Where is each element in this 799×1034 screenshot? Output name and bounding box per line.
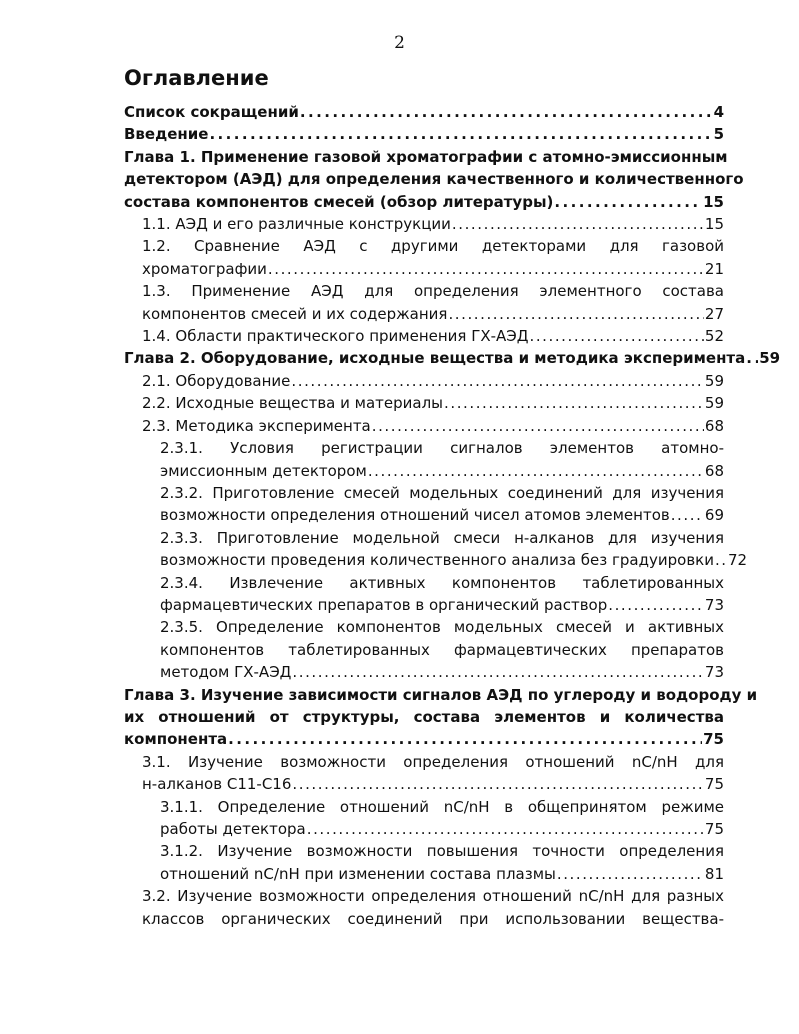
toc-entry-text: работы детектора <box>160 820 306 838</box>
dot-leader <box>209 123 712 145</box>
toc-entry[interactable] <box>124 885 724 930</box>
toc-entry-text: возможности определения отношений чисел атомов элементов <box>160 506 670 525</box>
dot-leader <box>746 347 758 369</box>
toc-page-number: 69 <box>704 506 724 525</box>
toc-entry[interactable] <box>124 280 724 325</box>
toc-entry[interactable] <box>124 146 744 213</box>
toc-page-number: 59 <box>759 349 781 368</box>
toc-entry-last-line <box>142 303 724 325</box>
toc-entry-text: 2.2. Исходные вещества и материалы <box>142 394 444 413</box>
toc-entry-last-line <box>142 325 724 347</box>
toc-page-number: 59 <box>704 394 724 413</box>
toc-entry-last-line <box>124 728 724 750</box>
toc-entry-last-line <box>160 863 724 885</box>
toc-entry-text: 2.1. Оборудование <box>142 371 291 390</box>
toc-entry[interactable] <box>124 101 724 123</box>
toc-page-number: 4 <box>713 103 724 121</box>
toc-page-number: 27 <box>704 304 724 323</box>
toc-page-number: 15 <box>704 215 724 234</box>
toc-entry-line: 2.3.2. Приготовление смесей модельных соединений для изучения <box>160 483 724 502</box>
toc-entry-last-line <box>124 347 781 369</box>
dot-leader <box>530 325 704 347</box>
toc-entry-text: компонентов смесей и их содержания <box>142 304 448 323</box>
toc-entry[interactable] <box>124 437 724 482</box>
toc-page-number: 5 <box>713 125 724 144</box>
toc-page-number: 52 <box>704 327 724 346</box>
toc-entry[interactable] <box>124 213 724 235</box>
toc-entry[interactable] <box>124 370 724 392</box>
toc-entry-last-line <box>160 460 724 482</box>
toc-page-number: 21 <box>704 259 724 278</box>
toc-entry-text: хроматографии <box>142 259 267 278</box>
toc-entry-line: классов органических соединений при использовании вещества- <box>142 909 724 928</box>
toc-entry-text: возможности проведения количественного анализа без градуировки <box>160 551 714 570</box>
toc-entry[interactable] <box>124 235 724 280</box>
dot-leader <box>291 370 704 392</box>
dot-leader <box>292 773 704 795</box>
toc-entry-last-line <box>124 191 724 213</box>
toc-entry-last-line <box>124 123 724 145</box>
toc-page-number: 68 <box>704 416 724 435</box>
toc-entry-line: 2.3.3. Приготовление модельной смеси н-алканов для изучения <box>160 528 724 547</box>
dot-leader <box>368 460 704 482</box>
toc-entry-last-line <box>160 594 724 616</box>
toc-entry-last-line <box>160 818 724 840</box>
toc-page-number: 73 <box>704 595 724 614</box>
toc-entry-last-line <box>142 370 724 392</box>
toc-entry-text: Глава 2. Оборудование, исходные вещества и методика эксперимента <box>124 349 746 368</box>
toc-page-number: 75 <box>703 730 724 749</box>
toc-entry-text: методом ГХ-АЭД <box>160 663 292 682</box>
dot-leader <box>228 728 702 750</box>
toc-entry[interactable] <box>124 751 724 796</box>
toc-entry[interactable] <box>124 572 724 617</box>
dot-leader <box>452 213 704 235</box>
dot-leader <box>444 392 704 414</box>
toc-entry-text: 1.4. Области практического применения ГХ-АЭД <box>142 327 529 346</box>
toc-entry-last-line <box>160 661 724 683</box>
toc-entry-line: компонентов таблетированных фармацевтических препаратов <box>160 640 724 659</box>
toc-entry-text: состава компонентов смесей (обзор литературы) <box>124 192 554 211</box>
toc-entry[interactable] <box>124 684 758 751</box>
toc-entry-text: эмиссионным детектором <box>160 461 367 480</box>
toc-entry-last-line <box>142 213 724 235</box>
dot-leader <box>557 863 704 885</box>
toc-entry[interactable] <box>124 482 724 527</box>
toc-page-number: 75 <box>704 820 724 838</box>
toc-page-number: 68 <box>704 461 724 480</box>
toc-entry-last-line <box>160 504 724 526</box>
toc-entry-line: 3.1.1. Определение отношений nC/nH в общепринятом режиме <box>160 797 724 816</box>
toc-entry-text: фармацевтических препаратов в органический раствор <box>160 595 608 614</box>
toc-page-number: 75 <box>704 775 724 794</box>
toc-entry-last-line <box>142 392 724 414</box>
toc-entry-last-line <box>142 773 724 795</box>
toc-entry-text: н-алканов C11-C16 <box>142 775 292 794</box>
toc-entry-text: 2.3. Методика эксперимента <box>142 416 371 435</box>
dot-leader <box>448 303 703 325</box>
toc-entry-line: 3.2. Изучение возможности определения отношений nC/nH для разных <box>142 887 724 906</box>
toc-entry-line: 1.2. Сравнение АЭД с другими детекторами для газовой <box>142 237 724 256</box>
dot-leader <box>608 594 704 616</box>
toc-entry-text: Список сокращений <box>124 103 299 121</box>
toc-entry-line: 3.1. Изучение возможности определения отношений nC/nH для <box>142 752 724 771</box>
dot-leader <box>307 818 704 840</box>
toc-entry-text: 1.1. АЭД и его различные конструкции <box>142 215 451 234</box>
dot-leader <box>554 191 702 213</box>
toc-entry-text: отношений nC/nH при изменении состава плазмы <box>160 864 556 883</box>
dot-leader <box>671 504 704 526</box>
toc-entry-line: их отношений от структуры, состава элементов и количества <box>124 707 724 726</box>
toc-entry-last-line <box>160 549 748 571</box>
table-of-contents <box>124 101 781 930</box>
toc-page-number: 73 <box>704 663 724 682</box>
toc-entry-line: Глава 3. Изучение зависимости сигналов АЭД по углероду и водороду и <box>124 685 758 704</box>
dot-leader <box>372 415 704 437</box>
toc-entry[interactable] <box>124 796 724 841</box>
toc-page-number: 72 <box>727 551 748 570</box>
toc-entry[interactable] <box>124 415 724 437</box>
toc-entry[interactable] <box>124 347 781 369</box>
dot-leader <box>715 549 727 571</box>
toc-entry-last-line <box>124 101 724 123</box>
toc-entry[interactable] <box>124 123 724 145</box>
toc-entry-line: Глава 1. Применение газовой хроматографии с атомно-эмиссионным <box>124 147 728 166</box>
toc-entry[interactable] <box>124 392 724 414</box>
toc-entry-last-line <box>142 415 724 437</box>
toc-title: Оглавление <box>124 66 269 90</box>
toc-page-number: 81 <box>704 864 724 883</box>
dot-leader <box>300 101 713 123</box>
toc-entry-line: 2.3.4. Извлечение активных компонентов таблетированных <box>160 573 724 592</box>
page-number: 2 <box>394 33 405 53</box>
toc-entry-line: 1.3. Применение АЭД для определения элементного состава <box>142 282 724 301</box>
toc-entry-line: 2.3.1. Условия регистрации сигналов элементов атомно- <box>160 439 724 458</box>
toc-entry[interactable] <box>124 527 748 572</box>
toc-entry-last-line <box>142 258 724 280</box>
toc-entry-text: компонента <box>124 730 228 749</box>
toc-entry[interactable] <box>124 616 724 683</box>
toc-entry-line: детектором (АЭД) для определения качественного и количественного <box>124 170 744 189</box>
dot-leader <box>268 258 704 280</box>
toc-entry-text: Введение <box>124 125 209 144</box>
toc-entry[interactable] <box>124 325 724 347</box>
dot-leader <box>292 661 704 683</box>
toc-page-number: 59 <box>704 371 724 390</box>
toc-page-number: 15 <box>703 192 724 211</box>
toc-entry-line: 3.1.2. Изучение возможности повышения точности определения <box>160 842 724 861</box>
toc-entry[interactable] <box>124 840 724 885</box>
toc-entry-line: 2.3.5. Определение компонентов модельных смесей и активных <box>160 618 724 637</box>
